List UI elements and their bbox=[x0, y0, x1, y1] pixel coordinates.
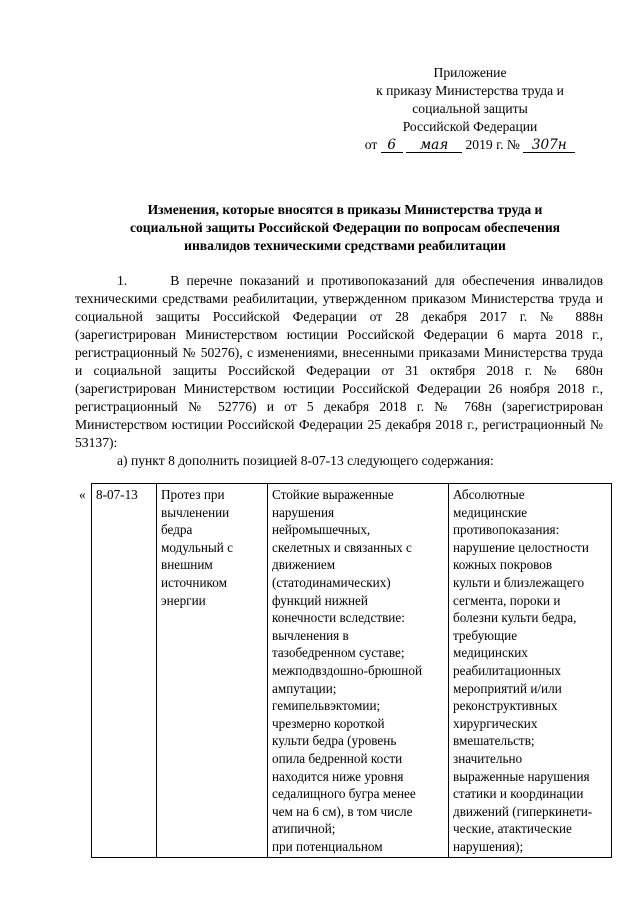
indication-line: седалищного бугра менее bbox=[272, 786, 416, 802]
appendix-country: Российской Федерации bbox=[402, 119, 538, 134]
indication-line: опила бедренной кости bbox=[272, 750, 403, 766]
indication-line: чем на 6 см), в том числе bbox=[272, 803, 413, 819]
cell-name bbox=[157, 484, 268, 858]
indication-line: нарушения bbox=[272, 504, 335, 520]
contraindication-line: медицинских bbox=[453, 645, 528, 661]
name-line: Протез при bbox=[161, 487, 225, 502]
contraindication-line: медицинские bbox=[453, 504, 528, 520]
indication-line: нейромышечных, bbox=[272, 522, 371, 538]
contraindication-line: нарушение целостности bbox=[453, 539, 589, 555]
appendix-date-line bbox=[345, 136, 595, 154]
title-line-2: социальной защиты Российской Федерации по вопросам обеспечения bbox=[129, 220, 561, 235]
indication-line: движением bbox=[272, 557, 336, 573]
handwritten-order-number: 307н bbox=[523, 138, 575, 153]
indication-line: при потенциальном bbox=[272, 838, 383, 854]
indication-line: гемипельвэктомии; bbox=[272, 698, 381, 714]
paragraph-1-text: В перечне показаний и противопоказаний для обеспечения инвалидов техническими средствами реабилитации, утвержденном приказом Министерства труда и социальной защиты Российской Федерации от 28 декабря 2017 г. № 888н (зарегистрирован Министерством юстиции Российской Федерации 6 марта 2018 г., регистрационный № 50276), с изменениями, внесенными приказами Министерства труда и социальной защиты Российской Федерации от 31 октября 2018 г. № 680н (зарегистрирован Министерством юстиции Российской Федерации 26 ноября 2018 г., регистрационный № 52776) и от 5 декабря 2018 г. № 768н (зарегистрирован Министерством юстиции Российской Федерации 25 декабря 2018 г., регистрационный № 53137): bbox=[75, 273, 604, 450]
indication-line: атипичной; bbox=[272, 821, 336, 837]
indication-line: конечности вследствие: bbox=[272, 610, 405, 626]
name-line: вычленении bbox=[161, 504, 230, 520]
indication-line: скелетных и связанных с bbox=[272, 539, 412, 555]
contraindication-line: вмешательств; bbox=[453, 733, 535, 749]
name-line: внешним bbox=[161, 557, 213, 573]
indication-line: ампутации; bbox=[272, 680, 337, 696]
title-line-1: Изменения, которые вносятся в приказы Министерства труда и bbox=[147, 202, 543, 217]
contraindication-line: нарушения); bbox=[453, 838, 524, 854]
name-line: бедра bbox=[161, 522, 193, 538]
handwritten-month: мая bbox=[406, 138, 462, 153]
table-row bbox=[65, 484, 612, 858]
contraindication-line: Абсолютные bbox=[453, 487, 525, 502]
date-year-number-label: 2019 г. № bbox=[465, 137, 520, 152]
paragraph-1 bbox=[75, 272, 603, 452]
contraindication-line: требующие bbox=[453, 627, 518, 643]
contraindication-line: реабилитационных bbox=[453, 662, 561, 678]
indication-line: чрезмерно короткой bbox=[272, 715, 385, 731]
appendix-label: Приложение bbox=[433, 65, 507, 80]
title-line-3: инвалидов техническими средствами реабилитации bbox=[184, 238, 506, 253]
contraindication-line: ческие, атактические bbox=[453, 821, 572, 837]
indication-line: находится ниже уровня bbox=[272, 768, 404, 784]
name-line: энергии bbox=[161, 592, 206, 608]
contraindication-line: значительно bbox=[453, 750, 523, 766]
contraindication-line: выраженные нарушения bbox=[453, 768, 590, 784]
opening-quote: « bbox=[79, 486, 86, 502]
contraindication-line: движений (гиперкинети- bbox=[453, 803, 593, 819]
date-prefix: от bbox=[364, 137, 378, 152]
name-line: источником bbox=[161, 574, 227, 590]
contraindication-line: противопоказания: bbox=[453, 522, 560, 538]
document-body bbox=[75, 272, 603, 470]
document-title bbox=[90, 201, 600, 255]
contraindication-line: культи и близлежащего bbox=[453, 574, 585, 590]
name-line: модульный с bbox=[161, 539, 234, 555]
cell-contraindications bbox=[449, 484, 612, 858]
positions-table bbox=[65, 483, 612, 858]
contraindication-line: хирургических bbox=[453, 715, 538, 731]
indication-line: функций нижней bbox=[272, 592, 368, 608]
subitem-a: а) пункт 8 дополнить позицией 8-07-13 следующего содержания: bbox=[117, 453, 494, 468]
contraindication-line: кожных покровов bbox=[453, 557, 553, 573]
indication-line: вычленения в bbox=[272, 627, 349, 643]
contraindication-line: сегмента, пороки и bbox=[453, 592, 561, 608]
indication-line: (статодинамических) bbox=[272, 574, 391, 590]
cell-indications bbox=[268, 484, 449, 858]
contraindication-line: болезни культи бедра, bbox=[453, 610, 577, 626]
item-number: 1. bbox=[117, 273, 128, 288]
appendix-ministry: социальной защиты bbox=[412, 101, 528, 116]
indication-line: культи бедра (уровень bbox=[272, 733, 397, 749]
indication-line: Стойкие выраженные bbox=[272, 487, 394, 502]
indication-line: тазобедренном суставе; bbox=[272, 645, 405, 661]
contraindication-line: статики и координации bbox=[453, 786, 584, 802]
appendix-header bbox=[345, 64, 595, 154]
handwritten-day: 6 bbox=[381, 138, 403, 153]
indication-line: межподвздошно-брюшной bbox=[272, 662, 423, 678]
contraindication-line: мероприятий и/или bbox=[453, 680, 562, 696]
contraindication-line: реконструктивных bbox=[453, 698, 558, 714]
appendix-order-ref: к приказу Министерства труда и bbox=[376, 83, 564, 98]
cell-code: 8-07-13 bbox=[92, 484, 157, 858]
